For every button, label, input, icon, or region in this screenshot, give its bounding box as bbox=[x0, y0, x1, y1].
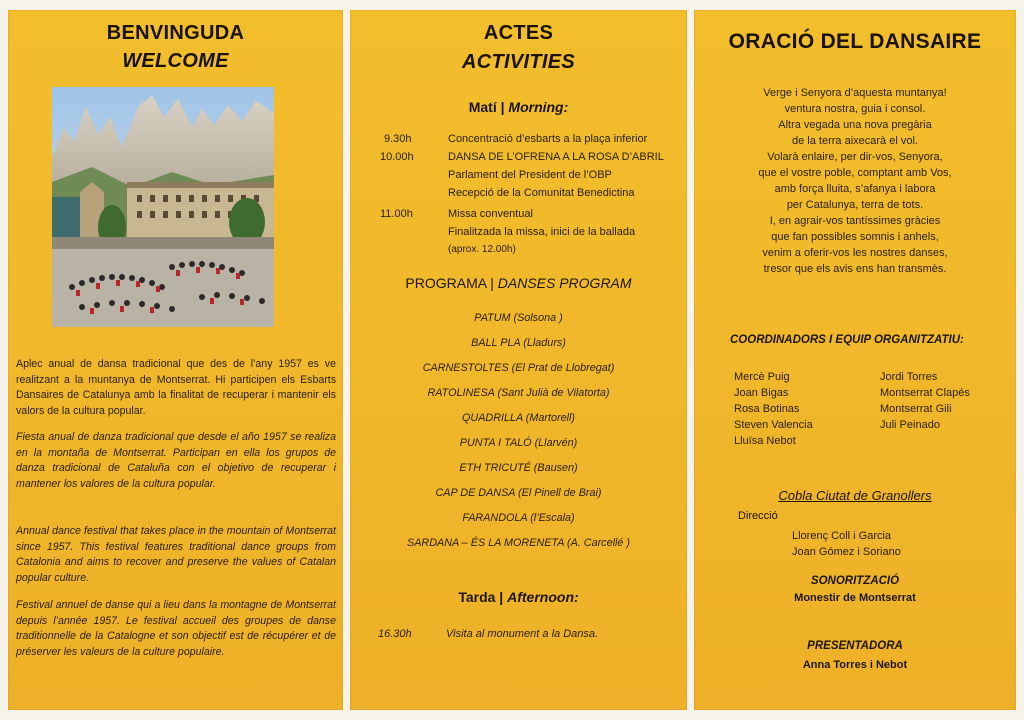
schedule-time: 9.30h bbox=[384, 133, 412, 145]
coordinator-name: Jordi Torres bbox=[880, 371, 938, 383]
welcome-text-english: Annual dance festival that takes place in the mountain of Montserrat since 1957. This festival features traditional dance groups from Catalonia and aims to recover and preserve the values of Catalan popular culture. bbox=[16, 525, 336, 584]
activities-title-ca: ACTES bbox=[483, 22, 554, 44]
schedule-item: Finalitzada la missa, inici de la ballada bbox=[448, 226, 636, 238]
dance-item: PATUM (Solsona ) bbox=[474, 312, 563, 324]
dance-item: CAP DE DANSA (El Pinell de Brai) bbox=[435, 487, 602, 499]
coordinators-heading: COORDINADORS I EQUIP ORGANITZATIU: bbox=[730, 334, 964, 346]
montserrat-photo bbox=[52, 87, 274, 327]
welcome-panel bbox=[8, 10, 343, 710]
activities-panel bbox=[350, 10, 687, 710]
dance-item: RATOLINESA (Sant Julià de Vilatorta) bbox=[427, 387, 610, 399]
afternoon-time: 16.30h bbox=[378, 628, 412, 640]
dance-item: CARNESTOLTES (El Prat de Llobregat) bbox=[422, 362, 615, 374]
poem-line: que el vostre poble, comptant amb Vos, bbox=[758, 167, 952, 179]
coordinator-name: Lluïsa Nebot bbox=[734, 435, 796, 447]
program-heading: PROGRAMA | DANSES PROGRAM bbox=[405, 275, 632, 291]
dance-item: QUADRILLA (Martorell) bbox=[462, 412, 575, 424]
presenter-name: Anna Torres i Nebot bbox=[802, 659, 908, 671]
poem-line: Volarà enlaire, per dir-vos, Senyora, bbox=[767, 151, 943, 163]
coordinator-name: Mercè Puig bbox=[734, 371, 790, 383]
poem-line: tresor que els avis ens han transmès. bbox=[763, 263, 947, 275]
schedule-item: Concentració d’esbarts a la plaça inferior bbox=[448, 133, 648, 145]
poem-line: venim a oferir-vos les nostres danses, bbox=[762, 247, 948, 259]
schedule-note: (aprox. 12.00h) bbox=[448, 244, 516, 255]
coordinators-right-list bbox=[880, 369, 970, 433]
poem-line: per Catalunya, terra de tots. bbox=[786, 199, 924, 211]
coordinator-name: Rosa Botinas bbox=[734, 403, 800, 415]
poem-line: de la terra aixecarà el vol. bbox=[792, 135, 918, 147]
schedule-time: 11.00h bbox=[380, 208, 413, 220]
poem-line: amb força lluita, s’afanya i labora bbox=[774, 183, 936, 195]
afternoon-item: Visita al monument a la Dansa. bbox=[446, 628, 599, 640]
direction-label: Direcció bbox=[738, 510, 778, 522]
prayer-title: ORACIÓ DEL DANSAIRE bbox=[728, 30, 982, 53]
welcome-title-ca: BENVINGUDA bbox=[106, 22, 245, 44]
coordinator-name: Montserrat Clapés bbox=[880, 387, 970, 399]
poem-line: Altra vegada una nova pregària bbox=[778, 119, 932, 131]
sound-provider: Monestir de Montserrat bbox=[794, 592, 916, 604]
coordinator-name: Montserrat Gili bbox=[880, 403, 952, 415]
schedule-item: Parlament del President de l’OBP bbox=[448, 169, 612, 181]
welcome-text-french: Festival annuel de danse qui a lieu dans la montagne de Montserrat depuis l’année 1957. Le festival accueil des groupes de danse traditionnelle de la Catalogne et son objectif est de récupérer et de préserver les valeurs de la culture populaire. bbox=[16, 599, 336, 658]
prayer-panel bbox=[694, 10, 1016, 710]
dance-item: BALL PLA (Lladurs) bbox=[471, 337, 566, 349]
dance-item: SARDANA – ÉS LA MORENETA (A. Carcellé ) bbox=[407, 537, 630, 549]
schedule-item: Missa conventual bbox=[448, 208, 533, 220]
poem-line: que fan possibles somnis i anhels, bbox=[771, 231, 939, 243]
welcome-text-spanish: Fiesta anual de danza tradicional que desde el año 1957 se realiza en la montaña de Montserrat. Participan en ella los grupos de danza tradicional de Cataluña con el objetivo de recuperar i mantener los valores de la cultura popular. bbox=[16, 431, 336, 490]
dance-item: FARANDOLA (l’Escala) bbox=[462, 512, 575, 524]
presenter-heading: PRESENTADORA bbox=[807, 640, 903, 652]
cobla-heading: Cobla Ciutat de Granollers bbox=[778, 488, 932, 503]
poem-line: Verge i Senyora d’aquesta muntanya! bbox=[763, 87, 947, 99]
afternoon-heading: Tarda | Afternoon: bbox=[458, 589, 579, 605]
poem-line: I, en agrair-vos tantíssimes gràcies bbox=[769, 215, 941, 227]
schedule-item: Recepció de la Comunitat Benedictina bbox=[448, 187, 635, 199]
coordinators-left-list bbox=[734, 369, 813, 449]
sound-heading: SONORITZACIÓ bbox=[810, 575, 900, 587]
welcome-title-en: WELCOME bbox=[122, 50, 229, 72]
schedule-time: 10.00h bbox=[380, 151, 414, 163]
activities-title-en: ACTIVITIES bbox=[461, 51, 575, 73]
director-name: Llorenç Coll i Garcia bbox=[792, 530, 892, 542]
coordinator-name: Juli Peinado bbox=[880, 419, 940, 431]
morning-heading: Matí | Morning: bbox=[468, 99, 569, 115]
dance-item: PUNTA I TALÓ (Llarvén) bbox=[459, 437, 578, 449]
poem-line: ventura nostra, guia i consol. bbox=[784, 103, 926, 115]
directors-list bbox=[792, 528, 901, 560]
dance-item: ETH TRICUTÉ (Bausen) bbox=[459, 462, 578, 474]
coordinator-name: Joan Bigas bbox=[734, 387, 789, 399]
welcome-text-catalan: Aplec anual de dansa tradicional que des de l’any 1957 es ve realitzant a la muntanya de Montserrat. Hi participen els Esbarts Dansaires de Catalunya amb la finalitat de recuperar i mantenir els valors de la cultura popular. bbox=[16, 358, 336, 417]
schedule-item: DANSA DE L’OFRENA A LA ROSA D’ABRIL bbox=[448, 151, 664, 163]
coordinator-name: Steven Valencia bbox=[734, 419, 813, 431]
director-name: Joan Gómez i Soriano bbox=[792, 546, 901, 558]
